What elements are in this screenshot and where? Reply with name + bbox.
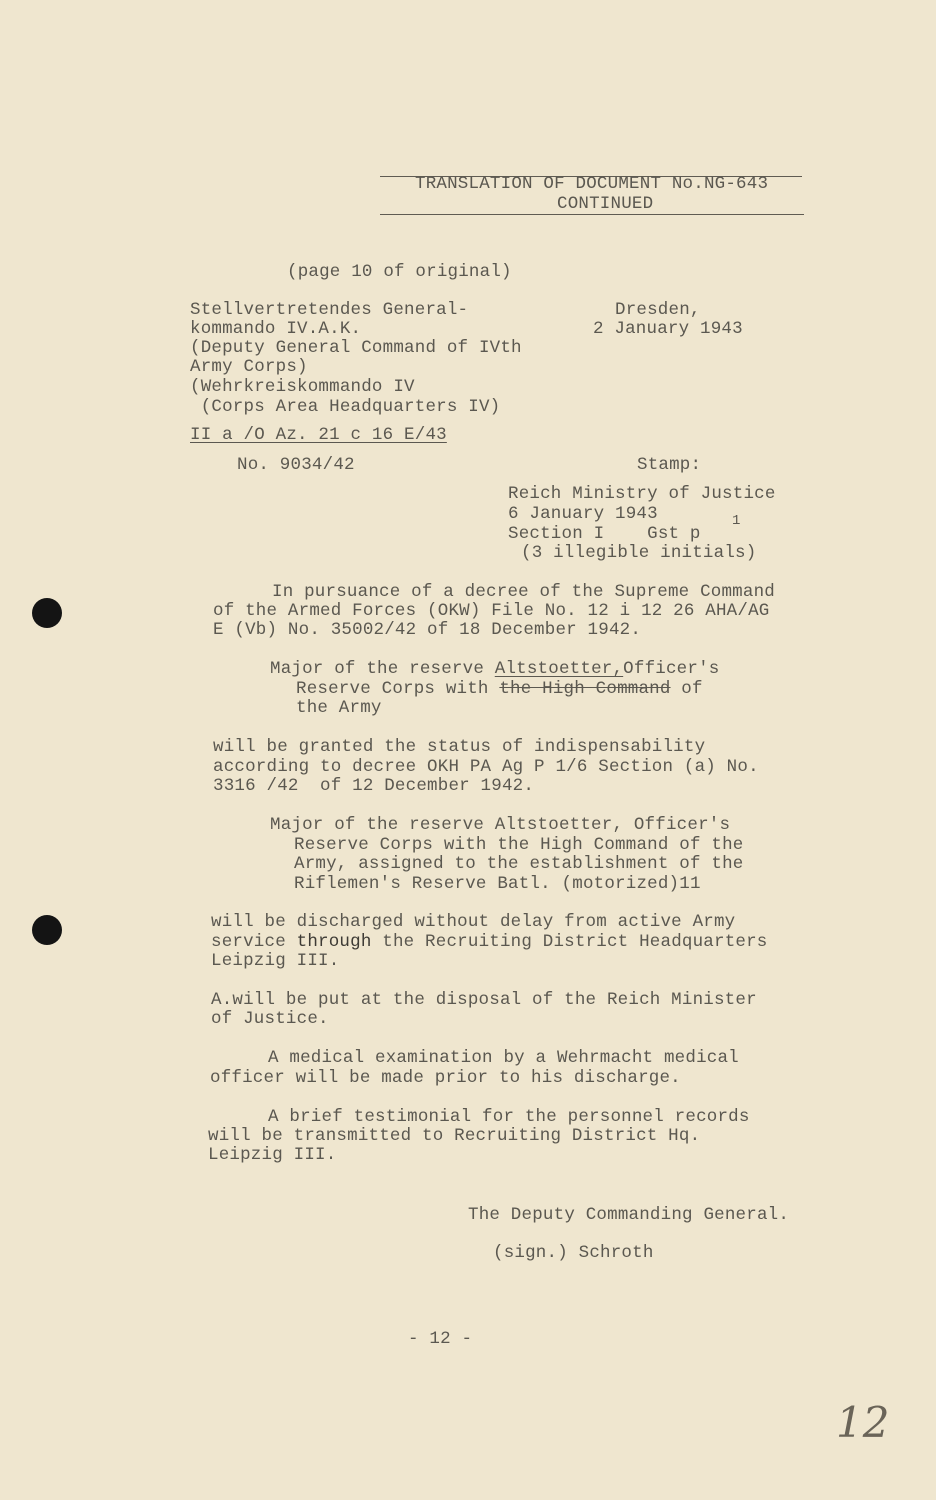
sender-line-5: (Wehrkreiskommando IV bbox=[190, 377, 415, 397]
sender-line-1: Stellvertretendes General- bbox=[190, 300, 469, 320]
paragraph-4-line-3: Army, assigned to the establishment of the bbox=[294, 854, 744, 874]
p2-name-underlined: Altstoetter, bbox=[494, 659, 624, 679]
signature-name: (sign.) Schroth bbox=[493, 1243, 654, 1263]
paragraph-2-line-1 bbox=[270, 660, 720, 680]
p2-text-c: Officer's bbox=[623, 659, 720, 679]
paragraph-6-line-1: A.will be put at the disposal of the Reich Minister bbox=[211, 990, 757, 1010]
file-reference: II a /O Az. 21 c 16 E/43 bbox=[190, 425, 447, 445]
punch-hole-top bbox=[32, 598, 62, 628]
sender-line-6: (Corps Area Headquarters IV) bbox=[190, 397, 501, 417]
p5-text-c: the Recruiting District Headquarters bbox=[371, 932, 768, 952]
paragraph-3-line-1: will be granted the status of indispensability bbox=[213, 737, 706, 757]
p5-overtyped-word: through bbox=[296, 932, 372, 952]
paragraph-8-line-3: Leipzig III. bbox=[208, 1145, 337, 1165]
page-reference: (page 10 of original) bbox=[287, 262, 512, 282]
paragraph-1-line-3: E (Vb) No. 35002/42 of 18 December 1942. bbox=[213, 620, 642, 640]
place: Dresden, bbox=[615, 300, 701, 320]
paragraph-8-line-1: A brief testimonial for the personnel records bbox=[268, 1107, 750, 1127]
paragraph-4-line-1: Major of the reserve Altstoetter, Officer's bbox=[270, 815, 731, 835]
paragraph-2-line-3: the Army bbox=[296, 698, 382, 718]
paragraph-7-line-1: A medical examination by a Wehrmacht medical bbox=[268, 1048, 739, 1068]
signature-title: The Deputy Commanding General. bbox=[468, 1205, 790, 1225]
p2-l2-text-a: Reserve Corps with bbox=[296, 679, 500, 699]
handwritten-page-number: 12 bbox=[836, 1398, 890, 1447]
header-title: TRANSLATION OF DOCUMENT No.NG-643 bbox=[415, 174, 769, 194]
paragraph-1-line-1: In pursuance of a decree of the Supreme Command bbox=[272, 582, 775, 602]
p2-l2-text-c: of bbox=[670, 679, 703, 699]
paragraph-7-line-2: officer will be made prior to his discharge. bbox=[210, 1068, 681, 1088]
page-number: - 12 - bbox=[408, 1329, 473, 1349]
stamp-label: Stamp: bbox=[637, 455, 702, 475]
sender-line-3: (Deputy General Command of IVth bbox=[190, 338, 522, 358]
reference-number: No. 9034/42 bbox=[237, 455, 355, 475]
paragraph-6-line-2: of Justice. bbox=[211, 1009, 329, 1029]
header-continued: CONTINUED bbox=[557, 194, 654, 214]
punch-hole-bottom bbox=[32, 915, 62, 945]
sender-line-4: Army Corps) bbox=[190, 357, 308, 377]
p2-text-a: Major of the reserve bbox=[270, 659, 495, 679]
sender-line-2: kommando IV.A.K. bbox=[190, 319, 362, 339]
paragraph-2-line-2 bbox=[296, 680, 703, 700]
stamp-line-4: (3 illegible initials) bbox=[521, 543, 757, 563]
paragraph-8-line-2: will be transmitted to Recruiting District Hq. bbox=[208, 1126, 701, 1146]
stamp-line-2: 6 January 1943 bbox=[508, 504, 658, 524]
p5-text-a: service bbox=[211, 932, 297, 952]
stamp-line-1: Reich Ministry of Justice bbox=[508, 484, 776, 504]
paragraph-5-line-2 bbox=[211, 933, 768, 953]
paragraph-3-line-3: 3316 /42 of 12 December 1942. bbox=[213, 776, 535, 796]
paragraph-5-line-3: Leipzig III. bbox=[211, 951, 340, 971]
p2-struck-text: the High Command bbox=[499, 679, 671, 699]
paragraph-4-line-2: Reserve Corps with the High Command of the bbox=[294, 835, 744, 855]
paragraph-4-line-4: Riflemen's Reserve Batl. (motorized)11 bbox=[294, 874, 701, 894]
stamp-superscript: 1 bbox=[732, 513, 741, 529]
paragraph-1-line-2: of the Armed Forces (OKW) File No. 12 i 12 26 AHA/AG bbox=[213, 601, 770, 621]
date: 2 January 1943 bbox=[593, 319, 743, 339]
paragraph-3-line-2: according to decree OKH PA Ag P 1/6 Section (a) No. bbox=[213, 757, 759, 777]
header-rule-bottom bbox=[380, 214, 804, 215]
paragraph-5-line-1: will be discharged without delay from active Army bbox=[211, 912, 736, 932]
stamp-line-3: Section I Gst p bbox=[508, 524, 701, 544]
